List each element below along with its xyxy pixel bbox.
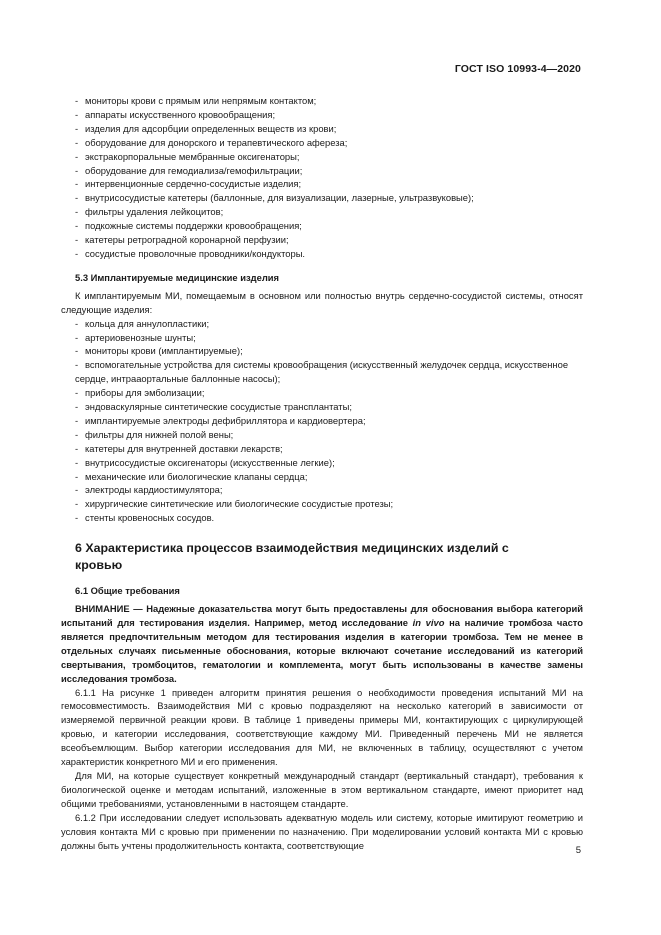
list-item-text: подкожные системы поддержки кровообращения; [85,220,302,232]
list-item [61,331,583,345]
list-bullet: - [75,206,79,218]
list-item [61,136,583,150]
warning-note [61,602,583,685]
list-bullet: - [75,442,79,454]
list-bullet: - [75,345,79,357]
section-6-title: 6 Характеристика процессов взаимодействия медицинских изделий с кровью [75,541,509,573]
list-item [61,414,583,428]
list-item-text: мониторы крови (имплантируемые); [85,345,243,357]
page-body [61,94,583,852]
list-bullet: - [75,178,79,190]
list-item [61,358,583,386]
list-item-text: артериовенозные шунты; [85,331,196,343]
paragraph-6-1-1: 6.1.1 На рисунке 1 приведен алгоритм принятия решения о необходимости проведения испытаний МИ на гемосовместимость. Взаимодействия МИ с кровью подразделяют на несколько категорий в зависимости от измеряемой первичной реакции крови. В таблице 1 приведены примеры МИ, контактирующих с циркулирующей кровью, и категории исследования, соответствующие каждому МИ. Приведенный перечень МИ не является всеобъемлющим. Выбор категории исследования для МИ, не включенных в таблицу, осуществляют с учетом характеристик конкретного МИ и его применения. [61,686,583,768]
list-bullet: - [75,456,79,468]
list-item-text: внутрисосудистые оксигенаторы (искусственные легкие); [85,456,335,468]
page-number: 5 [575,845,581,856]
list-item [61,470,583,484]
list-bullet: - [75,414,79,426]
list-item-text: интервенционные сердечно-сосудистые изделия; [85,178,302,190]
list-bullet: - [75,401,79,413]
list-bullet: - [75,484,79,496]
list-bullet: - [75,512,79,524]
list-bullet: - [75,359,79,371]
list-item [61,205,583,219]
list-item-text: сосудистые проволочные проводники/кондукторы. [85,247,306,259]
list-item-text: экстракорпоральные мембранные оксигенаторы; [85,150,300,162]
warning-note-part2: на наличие тромбоза часто является предпочтительным методом для тестирования изделия в категории тромбоза. Тем не менее в отдельных случаях письменные обоснования, которые включают сочетание исследований из категорий свертывания, тромбоцитов, гематологии и комплемента, могут быть использованы в качестве замены исследования тромбоза. [61,617,583,684]
list-item-text: внутрисосудистые катетеры (баллонные, для визуализации, лазерные, ультразвуковые); [85,192,474,204]
list-bullet: - [75,331,79,343]
list-item [61,442,583,456]
document-header: ГОСТ ISO 10993-4—2020 [454,63,581,75]
list-item-text: катетеры для внутренней доставки лекарств; [85,442,283,454]
list-bullet: - [75,498,79,510]
list-item-text: аппараты искусственного кровообращения; [85,108,276,120]
list-item-text: фильтры для нижней полой вены; [85,428,234,440]
list-item-text: вспомогательные устройства для системы кровообращения (искусственный желудочек сердца, искусственное сердце, интрааортальные баллонные насосы); [75,359,569,385]
list-bullet: - [75,108,79,120]
list-item-text: электроды кардиостимулятора; [85,484,223,496]
list-bullet: - [75,150,79,162]
list-item-text: фильтры удаления лейкоцитов; [85,206,224,218]
list-bullet: - [75,192,79,204]
list-item [61,497,583,511]
list-item [61,219,583,233]
list-item-text: оборудование для донорского и терапевтического афереза; [85,136,348,148]
list-item-text: хирургические синтетические или биологические сосудистые протезы; [85,498,394,510]
list-bullet: - [75,470,79,482]
list-item [61,344,583,358]
list-item [61,108,583,122]
list-item-text: эндоваскулярные синтетические сосудистые трансплантаты; [85,401,352,413]
list-bullet: - [75,387,79,399]
list-item-text: кольца для аннулопластики; [85,317,210,329]
list-item [61,483,583,497]
list-item [61,122,583,136]
list-bullet: - [75,164,79,176]
list-item [61,247,583,261]
list-item-text: оборудование для гемодиализа/гемофильтрации; [85,164,303,176]
paragraph-vertical-standard: Для МИ, на которые существует конкретный международный стандарт (вертикальный стандарт), требования к биологической оценке и методам испытаний, изложенные в этом вертикальном стандарте, имеют приоритет над общими требованиями, установленными в настоящем стандарте. [61,769,583,809]
paragraph-6-1-2: 6.1.2 При исследовании следует использовать адекватную модель или систему, которые имитируют геометрию и условия контакта МИ с кровью при применении по назначению. При моделировании условий контакта МИ с кровью должны быть учтены продолжительность контакта, соответствующие [61,811,583,851]
list-bullet: - [75,220,79,232]
list-item [61,191,583,205]
list-item [61,164,583,178]
device-list-implantable [61,317,583,526]
list-item-text: приборы для эмболизации; [85,387,205,399]
list-item [61,511,583,525]
list-item [61,386,583,400]
list-item-text: мониторы крови с прямым или непрямым контактом; [85,95,317,106]
list-item-text: механические или биологические клапаны сердца; [85,470,308,482]
list-bullet: - [75,247,79,259]
section-5-3-intro: К имплантируемым МИ, помещаемым в основном или полностью внутрь сердечно-сосудистой системы, относят следующие изделия: [61,289,583,315]
warning-note-italic: in vivo [412,617,445,628]
list-bullet: - [75,136,79,148]
warning-note-part1: ВНИМАНИЕ — Надежные доказательства могут быть предоставлены для обоснования выбора категорий испытаний для тестирования изделия. Например, метод исследование [61,603,583,628]
section-6-1-title: 6.1 Общие требования [75,585,180,597]
section-5-3-title: 5.3 Имплантируемые медицинские изделия [75,271,280,283]
list-bullet: - [75,122,79,134]
list-item-text: изделия для адсорбции определенных веществ из крови; [85,122,337,134]
list-item-text: стенты кровеносных сосудов. [85,512,215,524]
list-bullet: - [75,428,79,440]
list-item [61,428,583,442]
list-item [61,233,583,247]
list-bullet: - [75,317,79,329]
list-item [61,456,583,470]
list-item-text: имплантируемые электроды дефибриллятора и кардиовертера; [85,414,366,426]
list-item [61,94,583,108]
list-item [61,317,583,331]
list-item-text: катетеры ретроградной коронарной перфузии; [85,234,289,246]
list-bullet: - [75,95,79,106]
list-bullet: - [75,234,79,246]
list-item [61,150,583,164]
list-item [61,400,583,414]
list-item [61,177,583,191]
device-list-contact [61,94,583,261]
